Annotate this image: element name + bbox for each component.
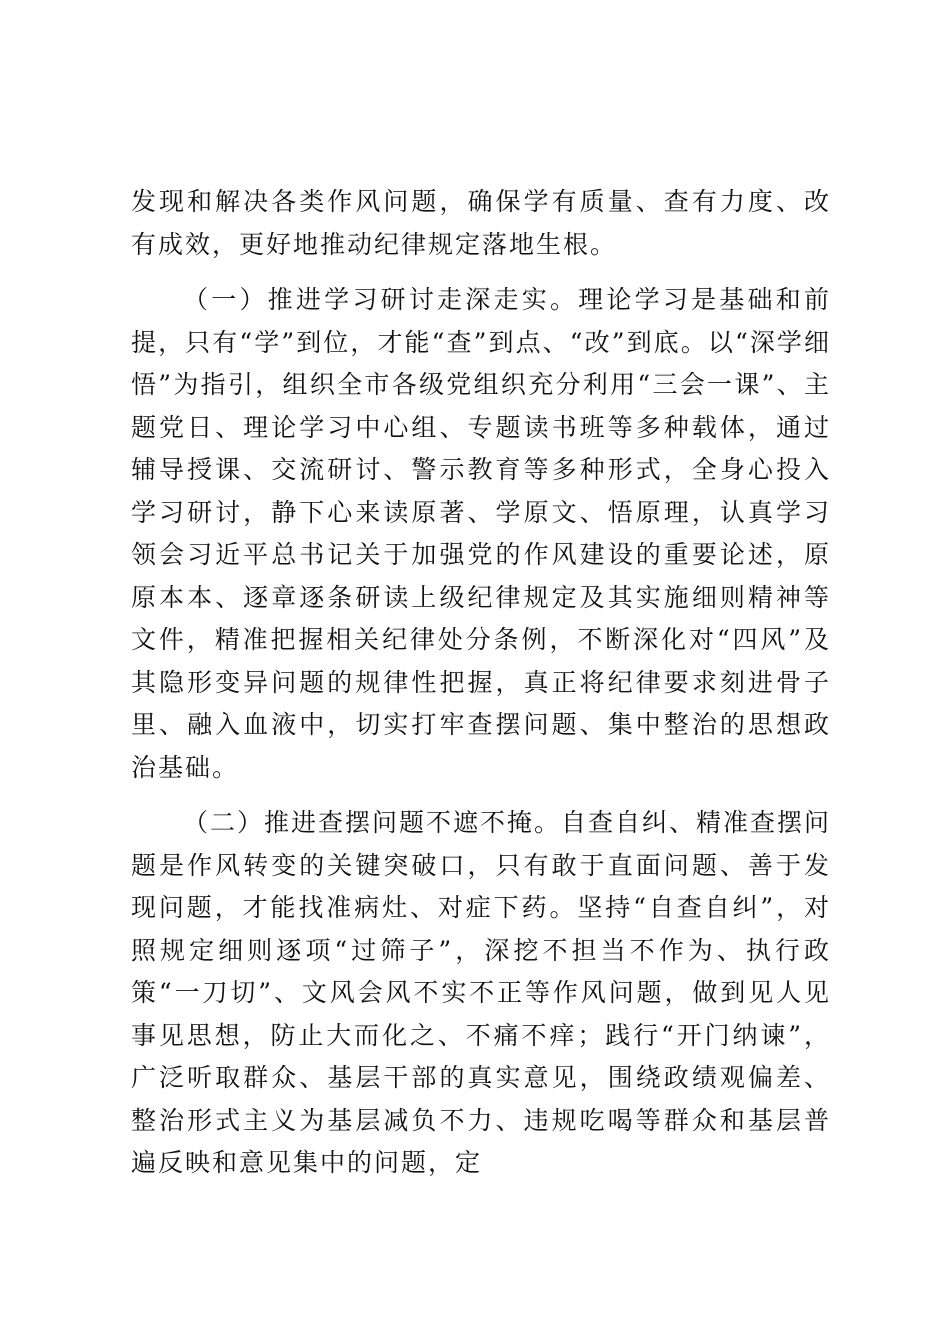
paragraph-continuation: 发现和解决各类作风问题，确保学有质量、查有力度、改有成效，更好地推动纪律规定落地生根。 <box>131 187 831 259</box>
paragraph-section-1: （一）推进学习研讨走深走实。理论学习是基础和前提，只有“学”到位，才能“查”到点、“改”到底。以“深学细悟”为指引，组织全市各级党组织充分利用“三会一课”、主题党日、理论学习中心组、专题读书班等多种载体，通过辅导授课、交流研讨、警示教育等多种形式，全身心投入学习研讨，静下心来读原著、学原文、悟原理，认真学习领会习近平总书记关于加强党的作风建设的重要论述，原原本本、逐章逐条研读上级纪律规定及其实施细则精神等文件，精准把握相关纪律处分条例，不断深化对“四风”及其隐形变异问题的规律性把握，真正将纪律要求刻进骨子里、融入血液中，切实打牢查摆问题、集中整治的思想政治基础。 <box>131 285 831 782</box>
paragraph-section-2: （二）推进查摆问题不遮不掩。自查自纠、精准查摆问题是作风转变的关键突破口，只有敢于直面问题、善于发现问题，才能找准病灶、对症下药。坚持“自查自纠”，对照规定细则逐项“过筛子”，深挖不担当不作为、执行政策“一刀切”、文风会风不实不正等作风问题，做到见人见事见思想，防止大而化之、不痛不痒；践行“开门纳谏”，广泛听取群众、基层干部的真实意见，围绕政绩观偏差、整治形式主义为基层减负不力、违规吃喝等群众和基层普遍反映和意见集中的问题，定 <box>131 808 832 1177</box>
document-body <box>131 181 831 1185</box>
